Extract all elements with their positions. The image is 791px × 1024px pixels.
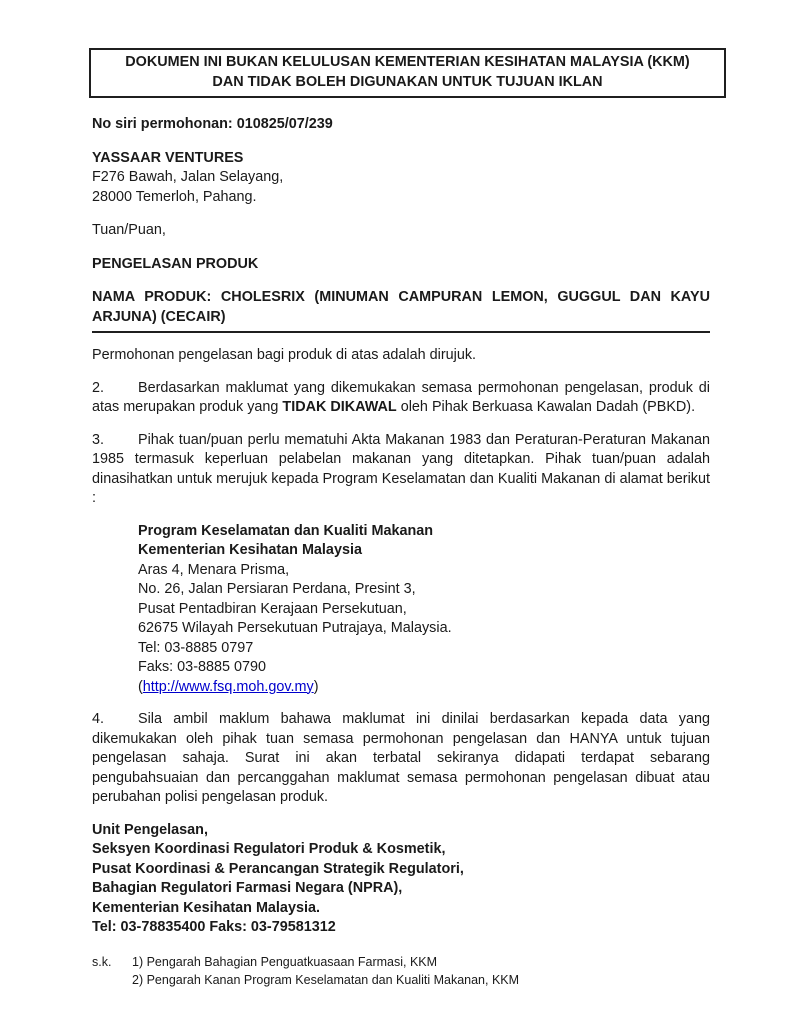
warning-line-2: DAN TIDAK BOLEH DIGUNAKAN UNTUK TUJUAN IKLAN [212,73,603,90]
fsq-address-block [138,522,710,698]
paragraph-2-text-pre: Berdasarkan maklumat yang dikemukakan semasa permohonan pengelasan, produk di atas merupakan produk yang [92,379,710,415]
signature-block [92,821,710,938]
signature-line: Tel: 03-78835400 Faks: 03-79581312 [92,919,336,935]
signature-line: Unit Pengelasan, [92,821,208,838]
recipient-address-line-2: 28000 Temerloh, Pahang. [92,188,257,205]
cc-item: 1) Pengarah Bahagian Penguatkuasaan Farmasi, KKM [132,954,438,969]
fsq-address-line-3: Pusat Pentadbiran Kerajaan Persekutuan, [138,600,407,617]
fsq-website-line [138,678,710,698]
paragraph-4-number: 4. [92,711,105,727]
paragraph-3 [92,431,710,509]
recipient-name: YASSAAR VENTURES [92,149,244,166]
paragraph-4-text: Sila ambil maklum bahawa maklumat ini dinilai berdasarkan kepada data yang dikemukakan oleh pihak tuan semasa permohonan pengelasan dan HANYA untuk tujuan pengelasan sahaja. Surat ini akan terbatal sekiranya didapati terdapat sebarang pengubahsuaian dan percanggahan maklumat semasa permohonan pengelasan dibuat atau perubahan polisi pengelasan produk. [92,711,710,805]
signature-line: Kementerian Kesihatan Malaysia. [92,899,320,916]
paragraph-3-number: 3. [92,431,105,448]
recipient-block [92,149,710,208]
fsq-website-link[interactable]: http://www.fsq.moh.gov.my [142,678,314,695]
url-close-paren: ) [313,678,319,695]
paragraph-2-text-post: oleh Pihak Berkuasa Kawalan Dadah (PBKD). [396,399,696,415]
fsq-address-line-4: 62675 Wilayah Persekutuan Putrajaya, Malaysia. [138,620,452,636]
recipient-address-line-1: F276 Bawah, Jalan Selayang, [92,169,284,185]
cc-label: s.k. [92,954,112,969]
fsq-tel: Tel: 03-8885 0797 [138,639,254,656]
subject-line: PENGELASAN PRODUK [92,255,259,272]
serial-number: No siri permohonan: 010825/07/239 [92,116,333,132]
fsq-ministry-name: Kementerian Kesihatan Malaysia [138,542,362,558]
fsq-faks: Faks: 03-8885 0790 [138,659,267,675]
cc-items [132,953,519,989]
fsq-address-line-1: Aras 4, Menara Prisma, [138,561,290,578]
fsq-address-line-2: No. 26, Jalan Persiaran Perdana, Presint 3, [138,581,416,597]
cc-item: 2) Pengarah Kanan Program Keselamatan dan Kualiti Makanan, KKM [132,972,520,987]
paragraph-4 [92,710,710,808]
product-name-heading: NAMA PRODUK: CHOLESRIX (MINUMAN CAMPURAN LEMON, GUGGUL DAN KAYU ARJUNA) (CECAIR) [92,289,710,325]
cc-block [92,953,710,989]
paragraph-2 [92,379,710,418]
warning-box [89,48,726,98]
signature-line: Bahagian Regulatori Farmasi Negara (NPRA), [92,880,403,896]
url-open-paren: ( [138,678,143,695]
paragraph-2-bold-phrase: TIDAK DIKAWAL [282,399,397,415]
heading-underline [92,331,710,333]
salutation: Tuan/Puan, [92,222,166,238]
fsq-program-name: Program Keselamatan dan Kualiti Makanan [138,522,434,539]
paragraph-reference: Permohonan pengelasan bagi produk di atas adalah dirujuk. [92,347,477,363]
paragraph-2-number: 2. [92,379,105,396]
signature-line: Seksyen Koordinasi Regulatori Produk & Kosmetik, [92,841,446,857]
signature-line: Pusat Koordinasi & Perancangan Strategik Regulatori, [92,860,464,877]
warning-line-1: DOKUMEN INI BUKAN KELULUSAN KEMENTERIAN KESIHATAN MALAYSIA (KKM) [125,54,690,70]
paragraph-3-text: Pihak tuan/puan perlu mematuhi Akta Makanan 1983 dan Peraturan-Peraturan Makanan 1985 termasuk keperluan pelabelan makanan yang ditetapkan. Pihak tuan/puan adalah dinasihatkan untuk merujuk kepada Program Keselamatan dan Kualiti Makanan di alamat berikut : [92,431,710,506]
